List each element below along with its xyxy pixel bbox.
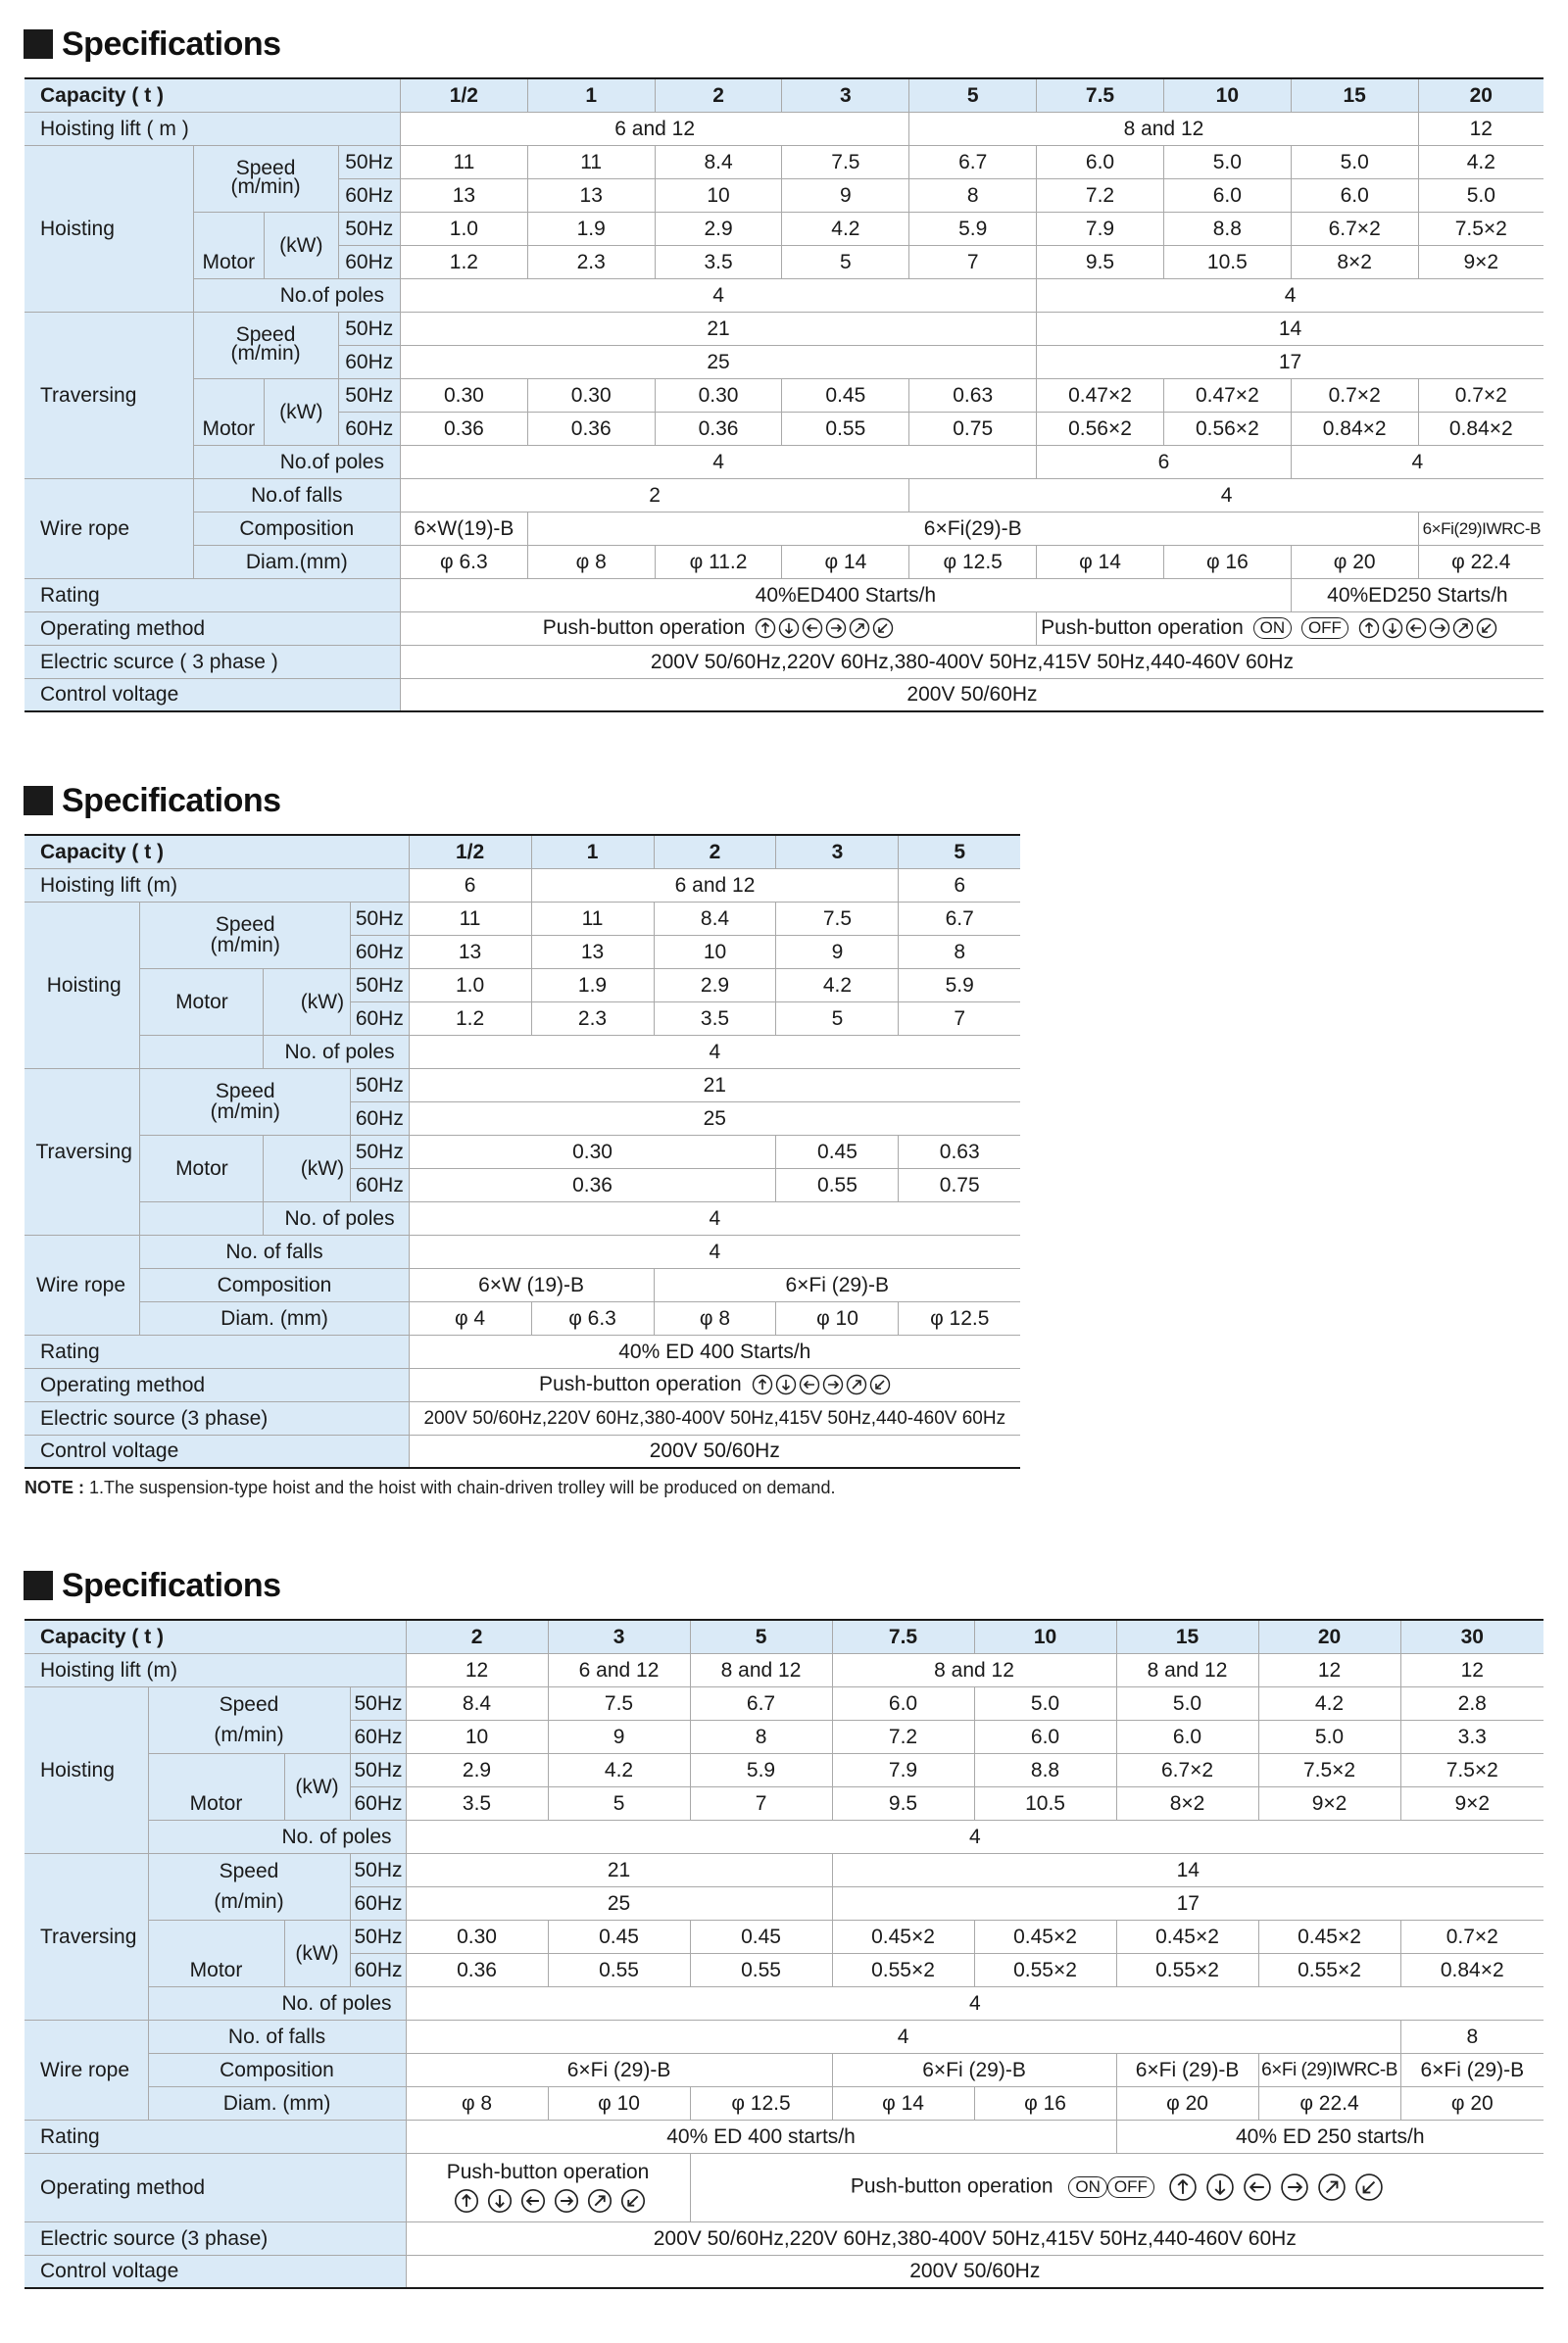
hoist-speed-50-row: Hoisting Speed (m/min) 50Hz 11 11 8.4 7.5 6.7 <box>24 902 1020 935</box>
hoist-motor-50-row: Motor (kW) 50Hz 1.0 1.9 2.9 4.2 5.9 <box>24 968 1020 1001</box>
composition-row: Composition 6×Fi (29)-B 6×Fi (29)-B 6×Fi (29)-B 6×Fi (29)IWRC-B 6×Fi (29)-B <box>24 2053 1544 2086</box>
arrow-down-icon <box>487 2188 513 2214</box>
speed-label: Speed (m/min) <box>193 312 338 378</box>
arrow-down-icon <box>1382 617 1403 639</box>
hoist-motor-50-row: Motor (kW) 50Hz 1.0 1.9 2.9 4.2 5.9 7.9 8.8 6.7×2 7.5×2 <box>24 212 1544 245</box>
falls-row: Wire rope No. of falls 4 8 <box>24 2020 1544 2053</box>
arrow-up-right-icon <box>587 2188 612 2214</box>
trav-motor-60-row: 60Hz 0.36 0.55 0.55 0.55×2 0.55×2 0.55×2 0.55×2 0.84×2 <box>24 1953 1544 1986</box>
arrow-right-icon <box>554 2188 579 2214</box>
hoist-motor-60-row: 60Hz 1.2 2.3 3.5 5 7 <box>24 1001 1020 1035</box>
trav-speed-50-row: Traversing Speed (m/min) 50Hz 21 14 <box>24 1853 1544 1886</box>
capacity-row: Capacity ( t ) 1/2 1 2 3 5 7.5 10 15 20 <box>24 78 1544 112</box>
control-row: Control voltage 200V 50/60Hz <box>24 678 1544 711</box>
square-bullet-icon <box>24 786 53 815</box>
arrow-up-icon <box>1168 2172 1198 2202</box>
trav-motor-60-row: 60Hz 0.36 0.55 0.75 <box>24 1168 1020 1201</box>
arrow-up-icon <box>1358 617 1380 639</box>
trav-speed-50-row: Traversing Speed (m/min) 50Hz 21 <box>24 1068 1020 1101</box>
operating-cell-onoff: Push-button operation ON OFF <box>690 2153 1544 2221</box>
diam-row: Diam.(mm) φ 6.3 φ 8 φ 11.2 φ 14 φ 12.5 φ 14 φ 16 φ 20 φ 22.4 <box>24 545 1544 578</box>
arrow-right-icon <box>822 1374 844 1395</box>
arrow-up-icon <box>752 1374 773 1395</box>
square-bullet-icon <box>24 29 53 59</box>
direction-arrows-icons <box>755 617 894 639</box>
hoisting-lift-row: Hoisting lift (m) 12 6 and 12 8 and 12 8 and 12 8 and 12 12 12 <box>24 1653 1544 1686</box>
hoist-speed-60-row: 60Hz 10 9 8 7.2 6.0 6.0 5.0 3.3 <box>24 1720 1544 1753</box>
spec-table-3 <box>24 1619 1544 2289</box>
arrow-down-left-icon <box>872 617 894 639</box>
arrow-up-icon <box>454 2188 479 2214</box>
section-title-3: Specifications <box>24 1564 281 1607</box>
arrow-down-left-icon <box>620 2188 646 2214</box>
trav-speed-50-row: Traversing Speed (m/min) 50Hz 21 14 <box>24 312 1544 345</box>
control-row: Control voltage 200V 50/60Hz <box>24 1435 1020 1468</box>
trav-motor-50-row: Motor (kW) 50Hz 0.30 0.45 0.63 <box>24 1135 1020 1168</box>
rating-row: Rating 40% ED 400 Starts/h <box>24 1335 1020 1368</box>
section-title-2: Specifications <box>24 779 281 822</box>
arrow-right-icon <box>825 617 847 639</box>
hoist-speed-60-row: 60Hz 13 13 10 9 8 <box>24 935 1020 968</box>
speed-label: Speed (m/min) <box>140 902 351 968</box>
arrow-down-left-icon <box>869 1374 891 1395</box>
hoisting-lift-row: Hoisting lift (m) 6 6 and 12 6 <box>24 868 1020 902</box>
electric-row: Electric scurce ( 3 phase ) 200V 50/60Hz,220V 60Hz,380-400V 50Hz,415V 50Hz,440-460V 60Hz <box>24 645 1544 678</box>
trav-motor-50-row: Motor (kW) 50Hz 0.30 0.30 0.30 0.45 0.63 0.47×2 0.47×2 0.7×2 0.7×2 <box>24 378 1544 412</box>
on-button-icon: ON <box>1253 617 1293 639</box>
composition-row: Composition 6×W (19)-B 6×Fi (29)-B <box>24 1268 1020 1301</box>
arrow-left-icon <box>520 2188 546 2214</box>
falls-row: Wire rope No.of falls 2 4 <box>24 478 1544 512</box>
section-title-1: Specifications <box>24 23 281 66</box>
arrow-down-icon <box>775 1374 797 1395</box>
arrow-down-icon <box>778 617 800 639</box>
capacity-row: Capacity ( t ) 1/2 1 2 3 5 <box>24 835 1020 868</box>
arrow-left-icon <box>1243 2172 1272 2202</box>
direction-arrows-icons <box>454 2188 646 2214</box>
trav-poles-row: No. of poles 4 <box>24 1986 1544 2020</box>
arrow-up-right-icon <box>1452 617 1474 639</box>
electric-row: Electric source (3 phase) 200V 50/60Hz,220V 60Hz,380-400V 50Hz,415V 50Hz,440-460V 60Hz <box>24 2221 1544 2255</box>
rating-row: Rating 40%ED400 Starts/h 40%ED250 Starts/h <box>24 578 1544 611</box>
arrow-up-right-icon <box>849 617 870 639</box>
trav-motor-60-row: 60Hz 0.36 0.36 0.36 0.55 0.75 0.56×2 0.56×2 0.84×2 0.84×2 <box>24 412 1544 445</box>
speed-label: Speed (m/min) <box>148 1853 350 1920</box>
diam-row: Diam. (mm) φ 8 φ 10 φ 12.5 φ 14 φ 16 φ 20 φ 22.4 φ 20 <box>24 2086 1544 2120</box>
arrow-up-right-icon <box>1317 2172 1347 2202</box>
capacity-row: Capacity ( t ) 2 3 5 7.5 10 15 20 30 <box>24 1620 1544 1653</box>
footnote: NOTE : 1.The suspension-type hoist and the hoist with chain-driven trolley will be produced on demand. <box>24 1478 836 1497</box>
on-button-icon: ON <box>1068 2176 1107 2198</box>
operating-cell: Push-button operation <box>400 611 1036 645</box>
arrow-down-left-icon <box>1476 617 1497 639</box>
trav-motor-50-row: Motor (kW) 50Hz 0.30 0.45 0.45 0.45×2 0.45×2 0.45×2 0.45×2 0.7×2 <box>24 1920 1544 1953</box>
arrow-up-icon <box>755 617 776 639</box>
arrow-down-left-icon <box>1354 2172 1384 2202</box>
spec-table-2 <box>24 834 1020 1469</box>
hoist-speed-60-row: 60Hz 13 13 10 9 8 7.2 6.0 6.0 5.0 <box>24 178 1544 212</box>
hoist-poles-row: No. of poles 4 <box>24 1820 1544 1853</box>
operating-row: Operating method Push-button operation Push-button operation ON OFF <box>24 2153 1544 2221</box>
hoisting-lift-row: Hoisting lift ( m ) 6 and 12 8 and 12 12 <box>24 112 1544 145</box>
arrow-up-right-icon <box>846 1374 867 1395</box>
electric-row: Electric source (3 phase) 200V 50/60Hz,220V 60Hz,380-400V 50Hz,415V 50Hz,440-460V 60Hz <box>24 1401 1020 1435</box>
hoist-speed-50-row: Hoisting Speed (m/min) 50Hz 8.4 7.5 6.7 6.0 5.0 5.0 4.2 2.8 <box>24 1686 1544 1720</box>
diam-row: Diam. (mm) φ 4 φ 6.3 φ 8 φ 10 φ 12.5 <box>24 1301 1020 1335</box>
hoist-motor-60-row: 60Hz 1.2 2.3 3.5 5 7 9.5 10.5 8×2 9×2 <box>24 245 1544 278</box>
trav-poles-row: No. of poles 4 <box>24 1201 1020 1235</box>
rating-row: Rating 40% ED 400 starts/h 40% ED 250 starts/h <box>24 2120 1544 2153</box>
speed-label: Speed (m/min) <box>193 145 338 212</box>
trav-speed-60-row: 60Hz 25 <box>24 1101 1020 1135</box>
speed-label: Speed (m/min) <box>140 1068 351 1135</box>
composition-row: Composition 6×W(19)-B 6×Fi(29)-B 6×Fi(29)IWRC-B <box>24 512 1544 545</box>
operating-cell: Push-button operation <box>409 1368 1020 1401</box>
spec-table-1 <box>24 77 1544 712</box>
arrow-left-icon <box>802 617 823 639</box>
operating-row: Operating method Push-button operation Push-button operation ON OFF <box>24 611 1544 645</box>
arrow-right-icon <box>1429 617 1450 639</box>
trav-speed-60-row: 60Hz 25 17 <box>24 1886 1544 1920</box>
square-bullet-icon <box>24 1571 53 1600</box>
arrow-right-icon <box>1280 2172 1309 2202</box>
off-button-icon: OFF <box>1301 617 1348 639</box>
hoist-poles-row: No.of poles 4 4 <box>24 278 1544 312</box>
trav-poles-row: No.of poles 4 6 4 <box>24 445 1544 478</box>
hoist-motor-60-row: 60Hz 3.5 5 7 9.5 10.5 8×2 9×2 9×2 <box>24 1786 1544 1820</box>
control-row: Control voltage 200V 50/60Hz <box>24 2255 1544 2288</box>
speed-label: Speed (m/min) <box>148 1686 350 1753</box>
trav-speed-60-row: 60Hz 25 17 <box>24 345 1544 378</box>
arrow-down-icon <box>1205 2172 1235 2202</box>
operating-cell-onoff: Push-button operation ON OFF <box>1037 611 1544 645</box>
direction-arrows-icons <box>752 1374 891 1395</box>
direction-arrows-icons <box>1168 2172 1384 2202</box>
falls-row: Wire rope No. of falls 4 <box>24 1235 1020 1268</box>
hoist-motor-50-row: Motor (kW) 50Hz 2.9 4.2 5.9 7.9 8.8 6.7×2 7.5×2 7.5×2 <box>24 1753 1544 1786</box>
operating-cell: Push-button operation <box>406 2153 690 2221</box>
direction-arrows-icons <box>1358 617 1497 639</box>
hoist-poles-row: No. of poles 4 <box>24 1035 1020 1068</box>
hoist-speed-50-row: Hoisting Speed (m/min) 50Hz 11 11 8.4 7.5 6.7 6.0 5.0 5.0 4.2 <box>24 145 1544 178</box>
operating-row: Operating method Push-button operation <box>24 1368 1020 1401</box>
arrow-left-icon <box>1405 617 1427 639</box>
arrow-left-icon <box>799 1374 820 1395</box>
off-button-icon: OFF <box>1107 2176 1154 2198</box>
